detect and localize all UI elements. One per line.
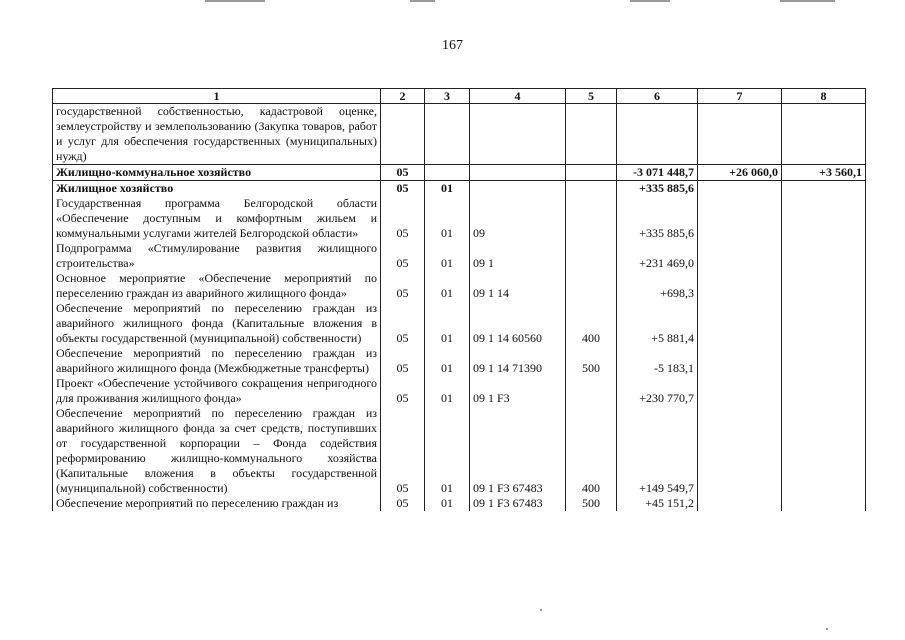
subsection-code: 01 (425, 271, 470, 301)
expense-type-code: 400 (566, 301, 617, 346)
amount-col-6: +5 881,4 (617, 301, 698, 346)
table-row (53, 346, 866, 376)
expense-type-code (566, 241, 617, 271)
table-row (53, 196, 866, 241)
expense-type-code (566, 104, 617, 165)
scan-artifact (826, 628, 828, 630)
subsection-code: 01 (425, 241, 470, 271)
table-header-row (53, 89, 866, 104)
amount-col-6: -5 183,1 (617, 346, 698, 376)
table-row (53, 241, 866, 271)
expense-type-code (566, 181, 617, 197)
amount-col-8 (782, 406, 866, 496)
column-header: 3 (425, 89, 470, 104)
column-header: 6 (617, 89, 698, 104)
expense-type-code (566, 165, 617, 181)
amount-col-8: +3 560,1 (782, 165, 866, 181)
amount-col-6 (617, 104, 698, 165)
amount-col-7 (698, 376, 782, 406)
subsection-code: 01 (425, 406, 470, 496)
target-article-code (470, 165, 566, 181)
column-header: 8 (782, 89, 866, 104)
row-name: Обеспечение мероприятий по переселению граждан из (53, 496, 381, 511)
table-row (53, 301, 866, 346)
row-name: Подпрограмма «Стимулирование развития жилищного строительства» (53, 241, 381, 271)
section-code: 05 (381, 181, 425, 197)
table-row (53, 406, 866, 496)
row-name: Проект «Обеспечение устойчивого сокращения непригодного для проживания жилищного фонда» (53, 376, 381, 406)
scan-artifact (630, 0, 670, 2)
amount-col-6: +698,3 (617, 271, 698, 301)
amount-col-6: +335 885,6 (617, 181, 698, 197)
amount-col-8 (782, 241, 866, 271)
expense-type-code (566, 376, 617, 406)
expense-type-code (566, 271, 617, 301)
amount-col-6: +149 549,7 (617, 406, 698, 496)
row-name: Обеспечение мероприятий по переселению граждан из аварийного жилищного фонда (Межбюджетные трансферты) (53, 346, 381, 376)
section-code: 05 (381, 496, 425, 511)
target-article-code: 09 (470, 196, 566, 241)
section-code: 05 (381, 196, 425, 241)
amount-col-8 (782, 104, 866, 165)
expense-type-code: 500 (566, 496, 617, 511)
row-name: Жилищно-коммунальное хозяйство (53, 165, 381, 181)
amount-col-8 (782, 181, 866, 197)
section-code: 05 (381, 165, 425, 181)
section-code: 05 (381, 241, 425, 271)
section-row (53, 165, 866, 181)
budget-table (52, 88, 866, 511)
column-header: 4 (470, 89, 566, 104)
subsection-code (425, 104, 470, 165)
amount-col-8 (782, 271, 866, 301)
amount-col-8 (782, 496, 866, 511)
subsection-code: 01 (425, 496, 470, 511)
target-article-code (470, 181, 566, 197)
amount-col-7 (698, 196, 782, 241)
target-article-code: 09 1 F3 67483 (470, 406, 566, 496)
column-header: 5 (566, 89, 617, 104)
table-row (53, 104, 866, 165)
row-name: Основное мероприятие «Обеспечение мероприятий по переселению граждан из аварийного жилищного фонда» (53, 271, 381, 301)
amount-col-7 (698, 346, 782, 376)
row-name: Жилищное хозяйство (53, 181, 381, 197)
target-article-code: 09 1 F3 (470, 376, 566, 406)
table-row (53, 496, 866, 511)
page-number: 167 (442, 38, 463, 53)
table-row (53, 376, 866, 406)
target-article-code: 09 1 F3 67483 (470, 496, 566, 511)
column-header: 7 (698, 89, 782, 104)
amount-col-7 (698, 301, 782, 346)
scan-artifact (205, 0, 265, 2)
row-name: Обеспечение мероприятий по переселению граждан из аварийного жилищного фонда (Капитальные вложения в объекты государственной (муниципальной) собственности) (53, 301, 381, 346)
amount-col-6: +230 770,7 (617, 376, 698, 406)
column-header: 1 (53, 89, 381, 104)
amount-col-6: +45 151,2 (617, 496, 698, 511)
row-name: Обеспечение мероприятий по переселению граждан из аварийного жилищного фонда за счет средств, поступивших от государственной корпорации – Фонда содействия реформированию жилищно-коммунального хозяйства (Капитальные вложения в объекты государственной (муниципальной) собственности) (53, 406, 381, 496)
subsection-code: 01 (425, 196, 470, 241)
target-article-code: 09 1 14 71390 (470, 346, 566, 376)
section-code: 05 (381, 346, 425, 376)
subsection-code (425, 165, 470, 181)
expense-type-code: 500 (566, 346, 617, 376)
subsection-code: 01 (425, 181, 470, 197)
subsection-code: 01 (425, 346, 470, 376)
amount-col-7: +26 060,0 (698, 165, 782, 181)
row-name: Государственная программа Белгородской области «Обеспечение доступным и комфортным жильем и коммунальными услугами жителей Белгородской области» (53, 196, 381, 241)
target-article-code (470, 104, 566, 165)
amount-col-7 (698, 496, 782, 511)
amount-col-8 (782, 346, 866, 376)
amount-col-7 (698, 181, 782, 197)
subsection-row (53, 181, 866, 197)
amount-col-7 (698, 104, 782, 165)
target-article-code: 09 1 14 60560 (470, 301, 566, 346)
section-code: 05 (381, 301, 425, 346)
scan-artifact (540, 609, 542, 611)
amount-col-7 (698, 241, 782, 271)
target-article-code: 09 1 (470, 241, 566, 271)
subsection-code: 01 (425, 376, 470, 406)
target-article-code: 09 1 14 (470, 271, 566, 301)
amount-col-8 (782, 196, 866, 241)
amount-col-6: -3 071 448,7 (617, 165, 698, 181)
section-code: 05 (381, 406, 425, 496)
amount-col-8 (782, 376, 866, 406)
expense-type-code (566, 196, 617, 241)
amount-col-6: +231 469,0 (617, 241, 698, 271)
amount-col-7 (698, 406, 782, 496)
amount-col-8 (782, 301, 866, 346)
section-code (381, 104, 425, 165)
column-header: 2 (381, 89, 425, 104)
row-name: государственной собственностью, кадастровой оценке, землеустройству и землепользованию (Закупка товаров, работ и услуг для обеспечения государственных (муниципальных) нужд) (53, 104, 381, 165)
amount-col-7 (698, 271, 782, 301)
section-code: 05 (381, 271, 425, 301)
section-code: 05 (381, 376, 425, 406)
scan-artifact (780, 0, 835, 2)
subsection-code: 01 (425, 301, 470, 346)
table-row (53, 271, 866, 301)
expense-type-code: 400 (566, 406, 617, 496)
amount-col-6: +335 885,6 (617, 196, 698, 241)
scan-artifact (410, 0, 435, 2)
